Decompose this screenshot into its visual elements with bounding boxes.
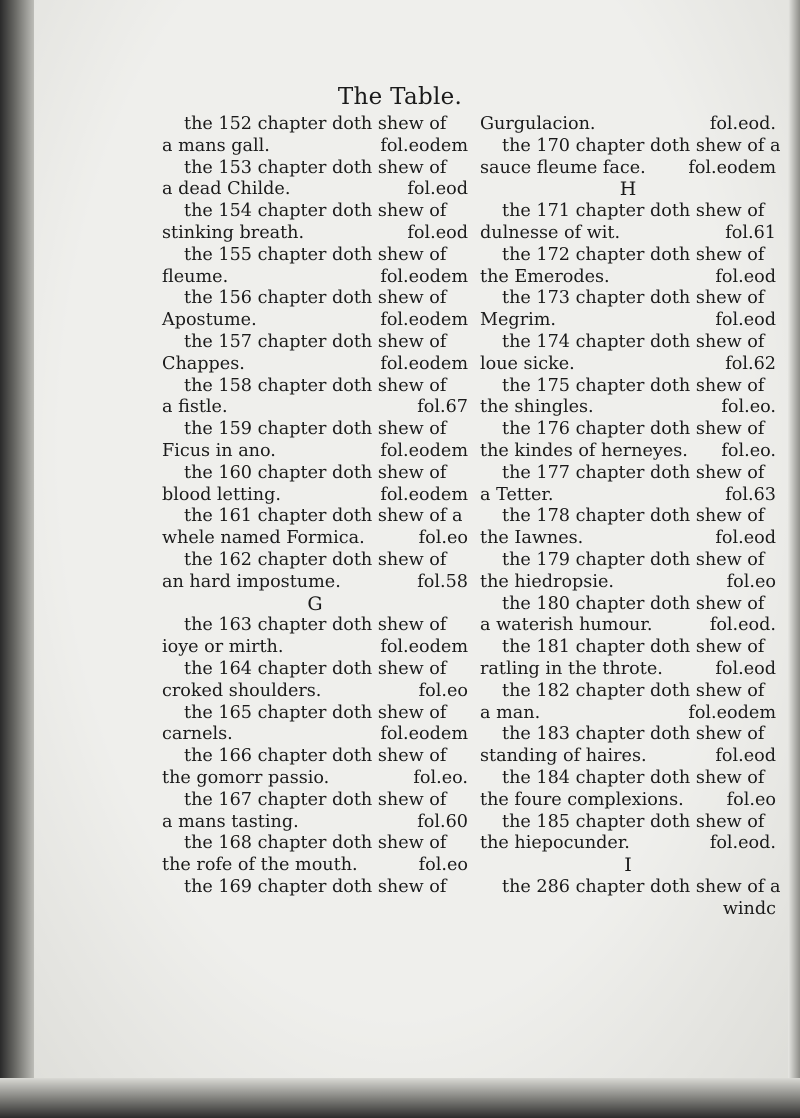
index-entry-line xyxy=(480,354,776,376)
index-entry-line xyxy=(480,245,776,267)
index-entry-line xyxy=(480,790,776,812)
running-header: The Table. xyxy=(337,84,463,110)
entry-text: the 158 chapter doth shew of xyxy=(184,375,447,396)
index-entry-line xyxy=(480,659,776,681)
index-entry-line xyxy=(162,812,468,834)
folio-reference: fol.58 xyxy=(417,571,468,592)
entry-text: the 160 chapter doth shew of xyxy=(184,462,447,483)
entry-text: the 154 chapter doth shew of xyxy=(184,201,447,222)
index-entry-line xyxy=(480,158,776,180)
entry-text: the 172 chapter doth shew of xyxy=(502,244,765,265)
index-entry-line xyxy=(480,288,776,310)
entry-text: the 153 chapter doth shew of xyxy=(184,157,447,178)
index-entry-line xyxy=(162,158,468,180)
entry-text: the 174 chapter doth shew of xyxy=(502,331,765,352)
entry-text: Gurgulacion. xyxy=(480,114,596,134)
entry-text: the 178 chapter doth shew of xyxy=(502,506,765,527)
entry-text: the 167 chapter doth shew of xyxy=(184,789,447,810)
entry-text: the 173 chapter doth shew of xyxy=(502,288,765,309)
entry-text: the Iawnes. xyxy=(480,528,584,549)
index-entry-line xyxy=(480,397,776,419)
section-letter xyxy=(480,179,776,201)
entry-text: loue sicke. xyxy=(480,353,575,374)
index-entry-line xyxy=(162,659,468,681)
entry-text: whele named Formica. xyxy=(162,528,365,549)
index-entry-line xyxy=(162,245,468,267)
index-entry-line xyxy=(162,768,468,790)
left-column xyxy=(162,114,468,899)
index-entry-line xyxy=(162,201,468,223)
page-right-edge xyxy=(788,0,800,1118)
index-entry-line xyxy=(162,463,468,485)
entry-text: the 162 chapter doth shew of xyxy=(184,549,447,570)
entry-text: carnels. xyxy=(162,724,233,745)
index-entry-line xyxy=(480,899,776,921)
entry-text: the 157 chapter doth shew of xyxy=(184,331,447,352)
folio-reference: fol.eo. xyxy=(413,767,468,788)
entry-text: the rofe of the mouth. xyxy=(162,855,358,876)
index-entry-line xyxy=(480,681,776,703)
index-entry-line xyxy=(162,790,468,812)
entry-text: the 164 chapter doth shew of xyxy=(184,658,447,679)
entry-text: a mans tasting. xyxy=(162,811,299,832)
index-entry-line xyxy=(162,136,468,158)
entry-text: standing of haires. xyxy=(480,746,647,767)
folio-reference: fol.eod. xyxy=(709,833,776,854)
folio-reference: fol.eod xyxy=(407,222,468,243)
index-entry-line xyxy=(480,703,776,725)
index-entry-line xyxy=(480,768,776,790)
index-entry-line xyxy=(480,572,776,594)
index-entry-line xyxy=(162,397,468,419)
folio-reference: fol.eo xyxy=(726,571,776,592)
entry-text: windc xyxy=(722,898,776,919)
entry-text: a dead Childe. xyxy=(162,179,291,200)
entry-text: a man. xyxy=(480,702,541,723)
entry-text: the Emerodes. xyxy=(480,266,610,287)
index-entry-line xyxy=(162,703,468,725)
index-entry-line xyxy=(162,855,468,877)
folio-reference: fol.63 xyxy=(725,484,776,505)
entry-text: Apostume. xyxy=(162,310,257,331)
index-entry-line xyxy=(162,550,468,572)
index-entry-line xyxy=(480,594,776,616)
entry-text: ioye or mirth. xyxy=(162,637,284,658)
folio-reference: fol.eo xyxy=(726,789,776,810)
entry-text: the 182 chapter doth shew of xyxy=(502,680,765,701)
entry-text: the 176 chapter doth shew of xyxy=(502,419,765,440)
entry-text: the hiepocunder. xyxy=(480,833,630,854)
entry-text: Megrim. xyxy=(480,310,557,331)
index-entry-line xyxy=(162,572,468,594)
index-entry-line xyxy=(480,223,776,245)
index-entry-line xyxy=(480,637,776,659)
folio-reference: fol.eo xyxy=(418,680,468,701)
index-entry-line xyxy=(480,201,776,223)
index-entry-line xyxy=(162,114,468,136)
index-entry-line xyxy=(162,419,468,441)
entry-text: stinking breath. xyxy=(162,222,305,243)
entry-text: the 184 chapter doth shew of xyxy=(502,767,765,788)
index-entry-line xyxy=(162,332,468,354)
index-entry-line xyxy=(480,463,776,485)
folio-reference: fol.eod xyxy=(715,310,776,331)
folio-reference: fol.eodem xyxy=(380,724,468,745)
section-letter xyxy=(162,594,468,616)
index-entry-line xyxy=(162,223,468,245)
index-entry-line xyxy=(480,441,776,463)
entry-text: the hiedropsie. xyxy=(480,571,614,592)
folio-reference: fol.eod. xyxy=(709,114,776,134)
entry-text: the 185 chapter doth shew of xyxy=(502,811,765,832)
index-entry-line xyxy=(480,550,776,572)
index-entry-line xyxy=(480,332,776,354)
index-entry-line xyxy=(162,485,468,507)
entry-text: the 155 chapter doth shew of xyxy=(184,244,447,265)
entry-text: the shingles. xyxy=(480,397,594,418)
entry-text: the 181 chapter doth shew of xyxy=(502,637,765,658)
entry-text: an hard impostume. xyxy=(162,571,341,592)
entry-text: blood letting. xyxy=(162,484,281,505)
entry-text: the 156 chapter doth shew of xyxy=(184,288,447,309)
entry-text: I xyxy=(624,854,632,877)
folio-reference: fol.eo. xyxy=(721,440,776,461)
folio-reference: fol.60 xyxy=(417,811,468,832)
index-entry-line xyxy=(480,876,781,899)
index-entry-line xyxy=(162,637,468,659)
folio-reference: fol.61 xyxy=(725,222,776,243)
index-entry-line xyxy=(480,506,776,528)
entry-text: the 177 chapter doth shew of xyxy=(502,462,765,483)
entry-text: the 159 chapter doth shew of xyxy=(184,419,447,440)
entry-text: the gomorr passio. xyxy=(162,767,330,788)
entry-text: the 152 chapter doth shew of xyxy=(184,114,447,134)
index-entry-line xyxy=(480,267,776,289)
section-letter xyxy=(480,855,776,877)
page-binding-shadow xyxy=(0,0,34,1118)
folio-reference: fol.eod xyxy=(715,746,776,767)
index-entry-line xyxy=(480,615,776,637)
index-entry-line xyxy=(162,441,468,463)
entry-text: the 169 chapter doth shew of xyxy=(184,876,447,897)
folio-reference: fol.eod. xyxy=(709,615,776,636)
folio-reference: fol.eo xyxy=(418,855,468,876)
entry-text: a mans gall. xyxy=(162,135,270,156)
index-entry-line xyxy=(162,288,468,310)
index-entry-line xyxy=(480,135,781,158)
folio-reference: fol.eodem xyxy=(380,484,468,505)
entry-text: G xyxy=(307,592,323,615)
folio-reference: fol.eod xyxy=(715,266,776,287)
index-entry-line xyxy=(162,724,468,746)
entry-text: the 179 chapter doth shew of xyxy=(502,549,765,570)
index-entry-line xyxy=(480,528,776,550)
entry-text: the 183 chapter doth shew of xyxy=(502,724,765,745)
entry-text: the 171 chapter doth shew of xyxy=(502,201,765,222)
index-entry-line xyxy=(162,615,468,637)
entry-text: a Tetter. xyxy=(480,484,554,505)
entry-text: the 180 chapter doth shew of xyxy=(502,593,765,614)
index-entry-line xyxy=(480,833,776,855)
index-entry-line xyxy=(480,724,776,746)
folio-reference: fol.eodem xyxy=(380,440,468,461)
index-entry-line xyxy=(162,833,468,855)
index-entry-line xyxy=(162,267,468,289)
folio-reference: fol.eodem xyxy=(688,157,776,178)
index-entry-line xyxy=(162,179,468,201)
entry-text: the 165 chapter doth shew of xyxy=(184,702,447,723)
folio-reference: fol.67 xyxy=(417,397,468,418)
index-entry-line xyxy=(480,812,776,834)
folio-reference: fol.eodem xyxy=(380,266,468,287)
index-entry-line xyxy=(162,376,468,398)
entry-text: the foure complexions. xyxy=(480,789,684,810)
index-entry-line xyxy=(480,419,776,441)
index-entry-line xyxy=(162,746,468,768)
folio-reference: fol.eod xyxy=(407,179,468,200)
folio-reference: fol.eodem xyxy=(380,135,468,156)
index-entry-line xyxy=(480,746,776,768)
index-entry-line xyxy=(162,877,468,899)
index-entry-line xyxy=(480,310,776,332)
folio-reference: fol.eo xyxy=(418,528,468,549)
entry-text: ratling in the throte. xyxy=(480,658,663,679)
folio-reference: fol.eod xyxy=(715,658,776,679)
entry-text: the 175 chapter doth shew of xyxy=(502,375,765,396)
page-bottom-shadow xyxy=(0,1078,800,1118)
entry-text: the 166 chapter doth shew of xyxy=(184,746,447,767)
folio-reference: fol.62 xyxy=(725,353,776,374)
index-entry-line xyxy=(162,681,468,703)
index-entry-line xyxy=(162,506,468,528)
index-entry-line xyxy=(162,354,468,376)
folio-reference: fol.eodem xyxy=(688,702,776,723)
index-entry-line xyxy=(480,114,776,136)
index-entry-line xyxy=(162,528,468,550)
right-column xyxy=(480,114,781,920)
entry-text: Ficus in ano. xyxy=(162,440,276,461)
index-entry-line xyxy=(480,376,776,398)
entry-text: dulnesse of wit. xyxy=(480,222,621,243)
entry-text: the kindes of herneyes. xyxy=(480,440,688,461)
entry-text: the 163 chapter doth shew of xyxy=(184,615,447,636)
folio-reference: fol.eod xyxy=(715,528,776,549)
entry-text: H xyxy=(619,178,637,201)
folio-reference: fol.eo. xyxy=(721,397,776,418)
entry-text: a fistle. xyxy=(162,397,228,418)
entry-text: the 161 chapter doth shew of a xyxy=(184,506,463,527)
folio-reference: fol.eodem xyxy=(380,637,468,658)
folio-reference: fol.eodem xyxy=(380,353,468,374)
entry-text: a waterish humour. xyxy=(480,615,653,636)
entry-text: sauce fleume face. xyxy=(480,157,646,178)
folio-reference: fol.eodem xyxy=(380,310,468,331)
entry-text: the 170 chapter doth shew of a xyxy=(502,135,781,156)
entry-text: Chappes. xyxy=(162,353,245,374)
entry-text: fleume. xyxy=(162,266,229,287)
entry-text: the 286 chapter doth shew of a xyxy=(502,876,781,897)
entry-text: the 168 chapter doth shew of xyxy=(184,833,447,854)
index-entry-line xyxy=(480,485,776,507)
entry-text: croked shoulders. xyxy=(162,680,322,701)
index-entry-line xyxy=(162,310,468,332)
